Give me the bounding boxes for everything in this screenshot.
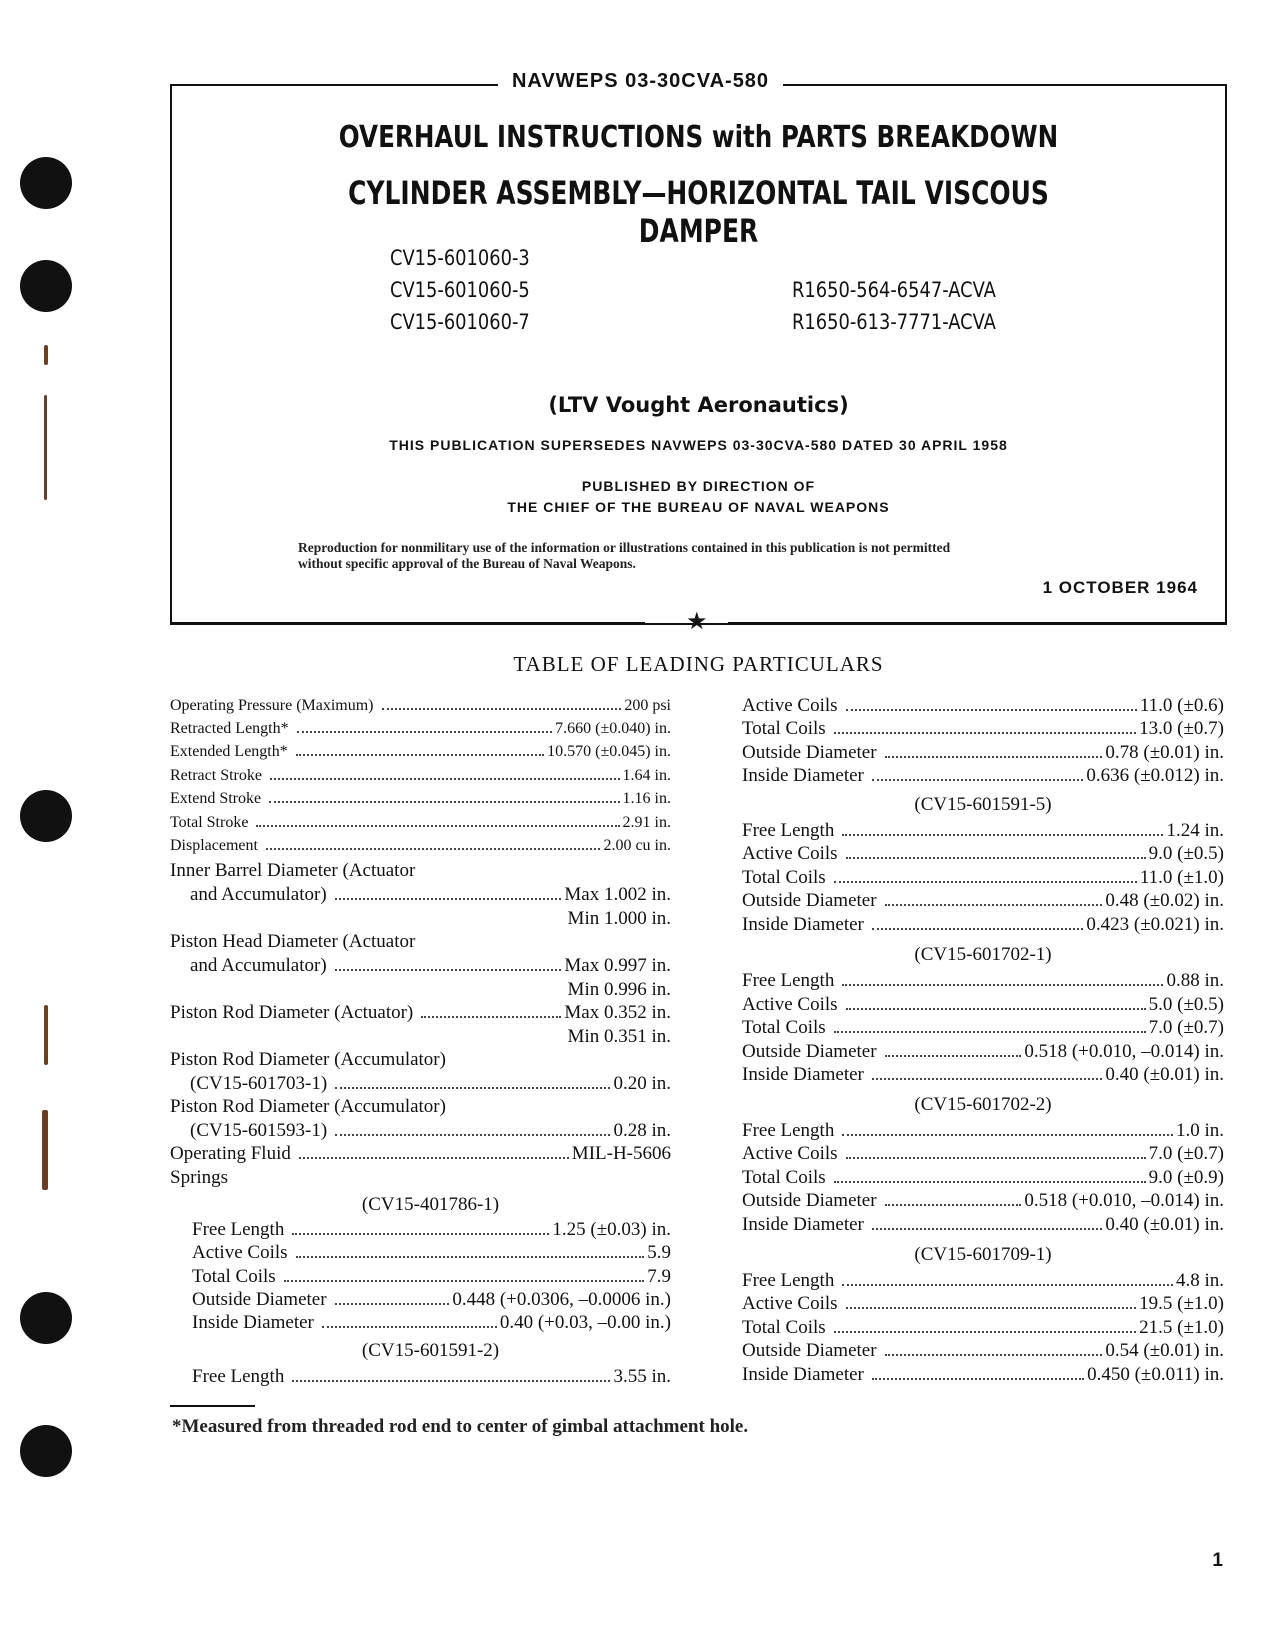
row-value: 0.518 (+0.010, –0.014) in. [1024, 1190, 1224, 1211]
table-row [742, 1120, 1224, 1144]
row-label: Free Length [742, 1270, 835, 1291]
row-label: Active Coils [192, 1242, 288, 1263]
table-row [170, 767, 671, 791]
row-value: 1.24 in. [1166, 820, 1224, 841]
spring-part-number: (CV15-601702-2) [914, 1094, 1052, 1115]
dot-leader [846, 1307, 1137, 1309]
springs-label: Springs [170, 1167, 229, 1188]
star-rule-left [170, 622, 645, 624]
row-label: Total Coils [742, 867, 826, 888]
row-value: 7.0 (±0.7) [1148, 1143, 1224, 1164]
table-row [742, 765, 1224, 789]
dot-leader [885, 1354, 1103, 1356]
row-value: Min 0.351 in. [567, 1026, 671, 1047]
document-title: OVERHAUL INSTRUCTIONS with PARTS BREAKDOWN [338, 120, 1059, 155]
dot-leader [335, 1087, 610, 1089]
dot-leader [872, 779, 1084, 781]
binder-hole [20, 1425, 72, 1477]
table-row [742, 1064, 1224, 1088]
row-label: Retract Stroke [170, 767, 262, 784]
dot-leader [299, 1157, 569, 1159]
row-label: Active Coils [742, 994, 838, 1015]
row-value: 1.0 in. [1175, 1120, 1224, 1141]
row-label: Total Stroke [170, 814, 249, 831]
scan-mark [44, 395, 47, 500]
table-row [742, 1214, 1224, 1238]
row-value: 7.0 (±0.7) [1148, 1017, 1224, 1038]
table-row [170, 790, 671, 814]
table-row [742, 843, 1224, 867]
dot-leader [292, 1380, 610, 1382]
dot-leader [834, 1031, 1146, 1033]
spring-part-number: (CV15-601709-1) [914, 1244, 1052, 1265]
binder-hole [20, 260, 72, 312]
row-label: Outside Diameter [742, 1190, 877, 1211]
row-label: Active Coils [742, 1293, 838, 1314]
dot-leader [885, 1204, 1022, 1206]
row-value: 21.5 (±1.0) [1139, 1317, 1224, 1338]
dot-leader [335, 1134, 610, 1136]
supersedes-notice: THIS PUBLICATION SUPERSEDES NAVWEPS 03-30CVA-580 DATED 30 APRIL 1958 [389, 437, 1008, 453]
table-row [170, 720, 671, 744]
row-value: 0.28 in. [613, 1120, 671, 1141]
row-label: Retracted Length* [170, 720, 289, 737]
row-label: Total Coils [192, 1266, 276, 1287]
row-value: 0.88 in. [1166, 970, 1224, 991]
table-row [742, 914, 1224, 938]
table-row [742, 1340, 1224, 1364]
row-label: Operating Fluid [170, 1143, 291, 1164]
table-row [742, 718, 1224, 742]
table-row [742, 970, 1224, 994]
row-label: Outside Diameter [742, 890, 877, 911]
table-row [742, 890, 1224, 914]
row-value: 11.0 (±1.0) [1139, 867, 1224, 888]
table-row [742, 1167, 1224, 1191]
row-value: 10.570 (±0.045) in. [547, 743, 671, 760]
dot-leader [284, 1280, 645, 1282]
row-label: Extended Length* [170, 743, 288, 760]
row-value: 0.40 (±0.01) in. [1105, 1214, 1224, 1235]
table-row [742, 994, 1224, 1018]
row-value: Min 0.996 in. [567, 979, 671, 1000]
table-row [192, 1289, 671, 1313]
binder-hole [20, 790, 72, 842]
row-label: and Accumulator) [190, 955, 327, 976]
dot-leader [297, 731, 552, 733]
row-value: Max 1.002 in. [564, 884, 671, 905]
row-label: Active Coils [742, 695, 838, 716]
row-label: Free Length [192, 1366, 285, 1387]
dot-leader [872, 1078, 1103, 1080]
published-by-line1: PUBLISHED BY DIRECTION OF [581, 478, 816, 494]
table-row [742, 1293, 1224, 1317]
dot-leader [842, 1134, 1173, 1136]
row-value: 13.0 (±0.7) [1139, 718, 1224, 739]
row-value: 0.636 (±0.012) in. [1086, 765, 1224, 786]
dot-leader [292, 1233, 549, 1235]
footnote: *Measured from threaded rod end to center of gimbal attachment hole. [172, 1416, 749, 1437]
dot-leader [846, 1008, 1146, 1010]
table-row [742, 1143, 1224, 1167]
part-numbers-right [792, 274, 996, 338]
table-row [170, 697, 671, 721]
row-label: Inside Diameter [742, 914, 864, 935]
row-value: 11.0 (±0.6) [1139, 695, 1224, 716]
dot-leader [335, 1303, 450, 1305]
dot-leader [846, 857, 1146, 859]
scan-mark [42, 1110, 48, 1190]
table-row [742, 867, 1224, 891]
table-row [742, 695, 1224, 719]
row-value: 4.8 in. [1175, 1270, 1224, 1291]
table-row [192, 1266, 671, 1290]
row-value: 0.518 (+0.010, –0.014) in. [1024, 1041, 1224, 1062]
row-value: 1.64 in. [622, 767, 671, 784]
spring-part-number: (CV15-601591-5) [914, 794, 1052, 815]
dot-leader [872, 1378, 1084, 1380]
table-row [742, 1017, 1224, 1041]
row-value: 7.9 [647, 1266, 671, 1287]
dot-leader [270, 778, 620, 780]
publication-date: 1 OCTOBER 1964 [1042, 578, 1198, 597]
page-number: 1 [1212, 1550, 1223, 1571]
row-value: 9.0 (±0.5) [1148, 843, 1224, 864]
scan-mark [44, 1005, 48, 1065]
dot-leader [885, 756, 1103, 758]
table-row [190, 884, 671, 908]
dot-leader [296, 1256, 645, 1258]
scan-mark [44, 345, 48, 365]
dot-leader [266, 848, 600, 850]
row-label: Total Coils [742, 718, 826, 739]
table-row [742, 1364, 1224, 1388]
row-value: 3.55 in. [613, 1366, 671, 1387]
row-value: 0.20 in. [613, 1073, 671, 1094]
row-value: 0.40 (+0.03, –0.00 in.) [499, 1312, 671, 1333]
spring-part-number: (CV15-601591-2) [361, 1340, 500, 1361]
row-value: MIL-H-5606 [571, 1143, 671, 1164]
row-label: Inside Diameter [192, 1312, 314, 1333]
piston-head-label: Piston Head Diameter (Actuator [170, 931, 416, 952]
dot-leader [421, 1016, 561, 1018]
reproduction-line1: Reproduction for nonmilitary use of the information or illustrations contained in this publication is not permitted [298, 540, 951, 555]
row-value: 0.48 (±0.02) in. [1105, 890, 1224, 911]
star-icon: ★ [686, 609, 708, 635]
row-value: 2.00 cu in. [603, 837, 671, 854]
row-value: 7.660 (±0.040) in. [555, 720, 671, 737]
inner-barrel-label: Inner Barrel Diameter (Actuator [170, 860, 416, 881]
row-label: Total Coils [742, 1317, 826, 1338]
row-label: Piston Rod Diameter (Actuator) [170, 1002, 414, 1023]
row-value: 5.0 (±0.5) [1148, 994, 1224, 1015]
table-row [170, 743, 671, 767]
row-label: (CV15-601593-1) [190, 1120, 328, 1141]
row-label: Active Coils [742, 1143, 838, 1164]
row-label: Inside Diameter [742, 1064, 864, 1085]
publication-number: NAVWEPS 03-30CVA-580 [0, 70, 1281, 93]
binder-hole [20, 157, 72, 209]
row-label: Displacement [170, 837, 258, 854]
part-number: R1650-564-6547-ACVA [792, 278, 996, 302]
dot-leader [834, 881, 1137, 883]
table-row [190, 1073, 671, 1097]
document-subtitle: CYLINDER ASSEMBLY—HORIZONTAL TAIL VISCOUS DAMPER [348, 174, 1049, 250]
row-value: 9.0 (±0.9) [1148, 1167, 1224, 1188]
dot-leader [296, 754, 544, 756]
dot-leader [846, 1157, 1146, 1159]
row-value: 1.16 in. [622, 790, 671, 807]
row-value: 1.25 (±0.03) in. [552, 1219, 671, 1240]
row-label: Operating Pressure (Maximum) [170, 697, 374, 714]
part-numbers-left [390, 242, 530, 338]
dot-leader [846, 709, 1137, 711]
row-label: and Accumulator) [190, 884, 327, 905]
row-label: Total Coils [742, 1017, 826, 1038]
row-value: 2.91 in. [622, 814, 671, 831]
row-value: 19.5 (±1.0) [1139, 1293, 1224, 1314]
table-row [742, 1317, 1224, 1341]
table-row [192, 1366, 671, 1390]
reproduction-line2: without specific approval of the Bureau of Naval Weapons. [298, 556, 636, 571]
row-value: 0.78 (±0.01) in. [1105, 742, 1224, 763]
table-row [190, 955, 671, 979]
table-row [170, 1143, 671, 1167]
row-value: 0.423 (±0.021) in. [1086, 914, 1224, 935]
part-number: R1650-613-7771-ACVA [792, 310, 996, 334]
dot-leader [834, 1331, 1137, 1333]
part-number: CV15-601060-7 [390, 310, 530, 334]
dot-leader [382, 708, 622, 710]
dot-leader [872, 1228, 1103, 1230]
published-by-line2: THE CHIEF OF THE BUREAU OF NAVAL WEAPONS [507, 499, 890, 515]
row-label: Outside Diameter [742, 1041, 877, 1062]
row-value: Max 0.997 in. [564, 955, 671, 976]
dot-leader [872, 928, 1084, 930]
dot-leader [834, 732, 1137, 734]
binder-hole [20, 1292, 72, 1344]
table-row [192, 1242, 671, 1266]
row-label: Free Length [192, 1219, 285, 1240]
dot-leader [322, 1326, 497, 1328]
row-value: 5.9 [647, 1242, 671, 1263]
table-row [742, 820, 1224, 844]
row-value: 0.40 (±0.01) in. [1105, 1064, 1224, 1085]
piston-rod-acc-label: Piston Rod Diameter (Accumulator) [170, 1049, 446, 1070]
table-row [192, 1219, 671, 1243]
row-value: Max 0.352 in. [564, 1002, 671, 1023]
dot-leader [834, 1181, 1146, 1183]
star-rule-right [728, 622, 1227, 624]
dot-leader [842, 984, 1163, 986]
table-row [170, 837, 671, 861]
part-number: CV15-601060-3 [390, 246, 530, 270]
table-row [170, 1002, 671, 1026]
row-value: 200 psi [624, 697, 671, 714]
row-label: Active Coils [742, 843, 838, 864]
row-label: Outside Diameter [742, 742, 877, 763]
table-row [742, 1190, 1224, 1214]
reproduction-notice [298, 540, 1128, 572]
row-label: Free Length [742, 1120, 835, 1141]
table-row [742, 1041, 1224, 1065]
row-label: Inside Diameter [742, 1214, 864, 1235]
dot-leader [269, 801, 619, 803]
dot-leader [842, 834, 1163, 836]
row-label: Free Length [742, 970, 835, 991]
row-label: Extend Stroke [170, 790, 262, 807]
piston-rod-acc-label: Piston Rod Diameter (Accumulator) [170, 1096, 446, 1117]
dot-leader [885, 1055, 1022, 1057]
dot-leader [335, 898, 562, 900]
row-label: Inside Diameter [742, 765, 864, 786]
table-row [190, 1120, 671, 1144]
table-row [742, 742, 1224, 766]
table-row [192, 1312, 671, 1336]
row-label: Inside Diameter [742, 1364, 864, 1385]
dot-leader [256, 825, 619, 827]
table-row [170, 814, 671, 838]
manufacturer: (LTV Vought Aeronautics) [548, 393, 849, 417]
dot-leader [885, 904, 1103, 906]
dot-leader [842, 1284, 1173, 1286]
spring-part-number: (CV15-401786-1) [361, 1194, 500, 1215]
row-label: Free Length [742, 820, 835, 841]
table-title: TABLE OF LEADING PARTICULARS [513, 652, 884, 676]
dot-leader [335, 969, 562, 971]
table-row [742, 1270, 1224, 1294]
part-number: CV15-601060-5 [390, 278, 530, 302]
row-label: Outside Diameter [742, 1340, 877, 1361]
row-value: 0.54 (±0.01) in. [1105, 1340, 1224, 1361]
row-value: Min 1.000 in. [567, 908, 671, 929]
row-value: 0.448 (+0.0306, –0.0006 in.) [452, 1289, 671, 1310]
row-label: (CV15-601703-1) [190, 1073, 328, 1094]
footnote-rule [170, 1405, 255, 1407]
row-value: 0.450 (±0.011) in. [1087, 1364, 1224, 1385]
spring-part-number: (CV15-601702-1) [914, 944, 1052, 965]
row-label: Outside Diameter [192, 1289, 327, 1310]
row-label: Total Coils [742, 1167, 826, 1188]
